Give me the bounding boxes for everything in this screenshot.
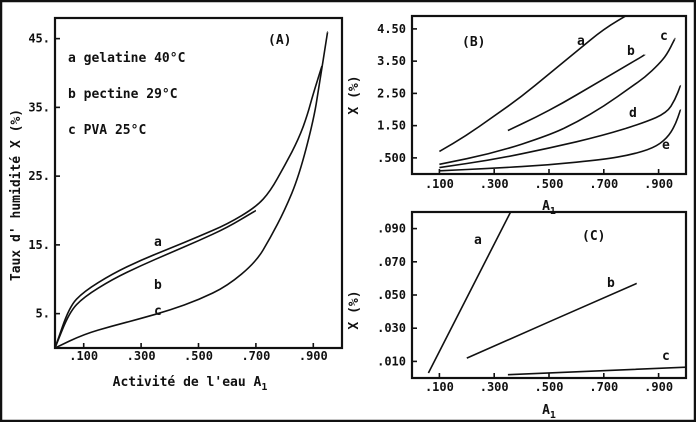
panel-a-ytick-label: 25. <box>28 169 50 184</box>
panel-c-xtick-label: .300 <box>479 380 509 394</box>
panel-c-ytick-label: .010 <box>377 354 406 369</box>
panel-b-ylabel: X (%) <box>347 75 362 115</box>
panel-a-ytick-label: 45. <box>28 31 50 46</box>
panel-b-curve-label-b: b <box>627 44 635 59</box>
panel-a-series-c <box>55 32 328 348</box>
panel-c-curve-label-a: a <box>474 233 482 248</box>
panel-b-curve-label-a: a <box>577 34 585 49</box>
panel-b-xtick-label: .900 <box>644 177 674 191</box>
panel-a-curve-label-b: b <box>154 278 162 293</box>
panel-c-xtick-label: .900 <box>644 380 674 394</box>
panel-a <box>9 18 342 393</box>
panel-a-curve-label-a: a <box>154 235 162 250</box>
panel-b-ytick-label: 4.50 <box>377 21 406 36</box>
legend-entry-a: a gelatine 40°C <box>68 51 186 66</box>
panel-c-ylabel: X (%) <box>347 290 362 330</box>
panel-b-tag: (B) <box>462 35 486 50</box>
panel-c-xtick-label: .500 <box>534 380 564 394</box>
panel-c-xlabel: $A_1$ <box>542 403 556 421</box>
panel-b-ytick-label: 1.50 <box>377 118 406 133</box>
panel-c-curve-label-c: c <box>662 349 670 364</box>
legend-entry-b: b pectine 29°C <box>68 87 178 102</box>
panel-b-xtick-label: .100 <box>424 177 454 191</box>
panel-a-ytick-label: 35. <box>28 100 50 115</box>
panel-b-xtick-label: .300 <box>479 177 509 191</box>
panel-c-ytick-label: .070 <box>377 254 406 269</box>
panel-b-curve-label-d: d <box>629 106 637 121</box>
panel-a-ytick-label: 15. <box>28 237 50 252</box>
panel-c-xtick-label: .100 <box>424 380 454 394</box>
panel-c-frame <box>412 212 686 378</box>
panel-b-ytick-label: 3.50 <box>377 54 406 69</box>
panel-c-tag: (C) <box>582 229 606 244</box>
panel-a-tag: (A) <box>268 33 292 48</box>
legend-entry-c: c PVA 25°C <box>68 123 147 138</box>
panel-b-xtick-label: .700 <box>589 177 619 191</box>
panel-a-xtick-label: .100 <box>69 349 99 363</box>
panel-a-ylabel: Taux d' humidité X (%) <box>9 108 24 282</box>
panel-c-curve-label-b: b <box>607 276 615 291</box>
panel-c-series-a <box>428 212 510 373</box>
panel-a-frame <box>55 18 342 348</box>
panel-c <box>347 212 686 421</box>
panel-a-xtick-label: .300 <box>126 349 156 363</box>
panel-b <box>347 13 686 217</box>
panel-c-ytick-label: .030 <box>377 321 406 336</box>
panel-b-ytick-label: 2.50 <box>377 86 406 101</box>
panel-b-curve-label-e: e <box>662 138 670 153</box>
panel-b-series-d <box>439 85 680 167</box>
panel-a-xlabel: Activité de l'eau $A_1$ <box>112 375 268 393</box>
panel-b-xlabel: $A_1$ <box>542 199 556 217</box>
panel-b-ytick-label: .500 <box>377 150 406 165</box>
panel-b-series-a <box>439 13 631 152</box>
panel-a-xtick-label: .500 <box>184 349 213 363</box>
panel-c-ytick-label: .050 <box>377 288 406 302</box>
panel-a-xtick-label: .700 <box>241 349 271 363</box>
panel-b-xtick-label: .500 <box>534 177 564 191</box>
panel-a-ytick-label: 5. <box>35 306 50 321</box>
panel-a-xtick-label: .900 <box>298 349 328 363</box>
panel-b-curve-label-c: c <box>660 29 668 44</box>
panel-c-ytick-label: .090 <box>377 221 406 236</box>
panel-c-series-b <box>467 283 637 358</box>
panel-a-series-a <box>55 66 322 348</box>
panel-c-xtick-label: .700 <box>589 380 619 394</box>
panel-a-curve-label-c: c <box>154 304 162 319</box>
